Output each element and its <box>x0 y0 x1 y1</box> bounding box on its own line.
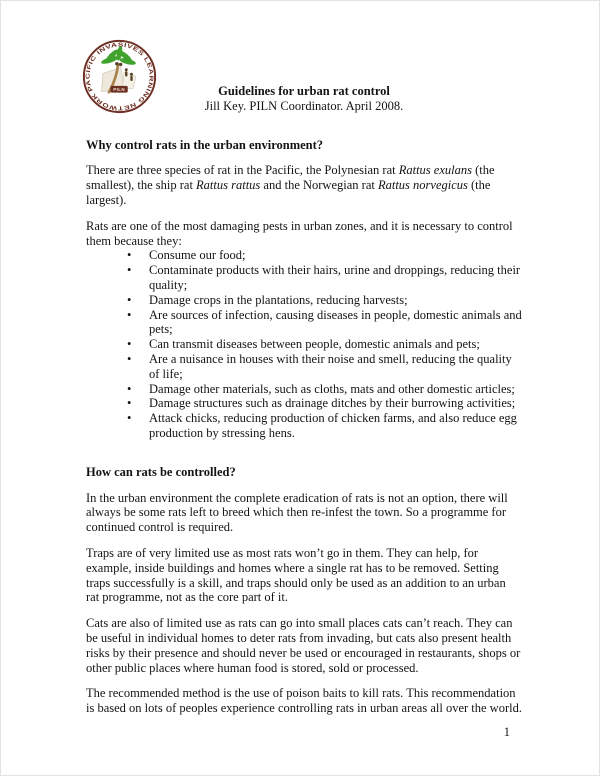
species-latin-norvegicus: Rattus norvegicus <box>377 178 468 193</box>
damage-bullet-list <box>86 248 522 440</box>
bullet-item: • Attack chicks, reducing production of chicken farms, and also reduce egg production by stressing hens. <box>149 411 522 441</box>
title-block <box>86 84 522 114</box>
species-latin-rattus: Rattus rattus <box>196 178 261 193</box>
paragraph-lead: Rats are one of the most damaging pests in urban zones, and it is necessary to control them because they: <box>86 218 513 248</box>
page-number: 1 <box>503 725 510 739</box>
species-latin-exulans: Rattus exulans <box>398 163 472 178</box>
paragraph-traps: Traps are of very limited use as most rats won’t go in them. They can help, for example, inside buildings and homes where a single rat has to be removed. Setting traps successfully is a skill, and traps should only be used as an addition to an urban rat programme, not as the core part of it. <box>86 545 506 605</box>
paragraph-species: There are three species of rat in the Pacific, the Polynesian rat Rattus exulans (the smallest), the ship rat Rattus rattus and the Norwegian rat Rattus norvegicus (the largest). <box>86 163 495 207</box>
bullet-item: • Damage other materials, such as cloths, mats and other domestic articles; <box>149 382 522 397</box>
bullet-item: • Damage structures such as drainage ditches by their burrowing activities; <box>149 396 522 411</box>
paragraph-eradication: In the urban environment the complete eradication of rats is not an option, there will always be some rats left to breed which then re-infest the town. So a programme for continued control is required. <box>86 490 508 535</box>
logo-ring-text: PACIFIC INVASIVES LEARNING NETWORK <box>85 42 154 111</box>
species-text: There are three species of rat in the Pacific, the Polynesian rat <box>86 163 399 178</box>
bullet-item: • Damage crops in the plantations, reducing harvests; <box>149 293 522 308</box>
document-body <box>86 1 522 716</box>
bullet-item: • Are sources of infection, causing diseases in people, domestic animals and pets; <box>149 308 522 338</box>
piln-banner-label: PILN <box>113 86 126 92</box>
document-title: Guidelines for urban rat control <box>218 84 390 98</box>
section-heading-how-controlled: How can rats be controlled? <box>86 464 236 479</box>
paragraph-cats: Cats are also of limited use as rats can go into small places cats can’t reach. They can be useful in individual homes to deter rats from invading, but cats also present health risks by their presence and should never be used or encouraged in restaurants, shops or other public places where human food is stored, sold or processed. <box>86 616 521 675</box>
bullet-item: • Are a nuisance in houses with their noise and smell, reducing the quality of life; <box>149 352 522 382</box>
bullet-item: • Can transmit diseases between people, domestic animals and pets; <box>149 337 522 352</box>
document-subtitle: Jill Key. PILN Coordinator. April 2008. <box>204 98 404 113</box>
paragraph-recommended: The recommended method is the use of poison baits to kill rats. This recommendation is based on lots of peoples experience controlling rats in urban areas all over the world. <box>86 686 522 716</box>
bullet-item: • Contaminate products with their hairs, urine and droppings, reducing their quality; <box>149 263 522 293</box>
bullet-item: • Consume our food; <box>149 248 522 263</box>
section-heading-why-control: Why control rats in the urban environment? <box>86 137 324 152</box>
